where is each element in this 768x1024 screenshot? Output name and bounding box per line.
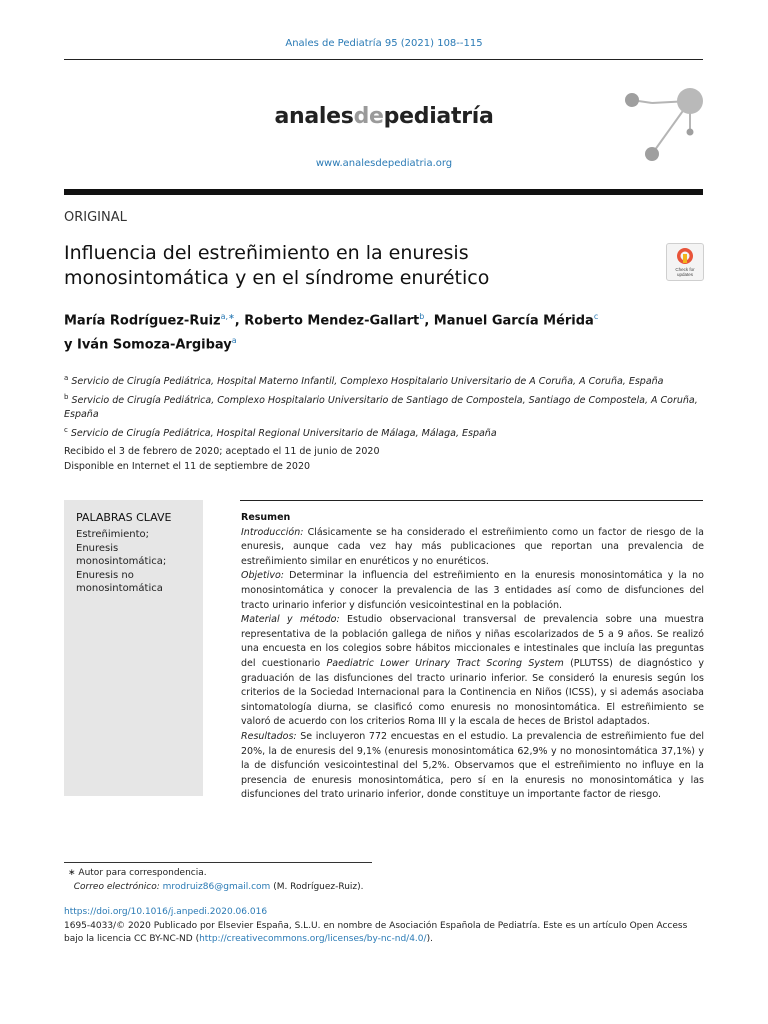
copyright-notice [64,920,704,946]
abstract-method-text: Estudio observacional transversal de prevalencia sobre una muestra representativa de la población gallega de niños y niñas escolarizados de 5 a 9 años. Se realizó una encuesta en los colegios sobre hábitos miccionales e intestinales que incluía las preguntas del cuestionario [241,614,705,669]
author-list [64,307,684,356]
abstract-introduction [241,526,704,570]
affiliation-text: Servicio de Cirugía Pediátrica, Hospital Materno Infantil, Complexo Hospitalario Universitario de A Coruña, A Coruña, España [71,376,664,388]
affiliation-item [64,390,704,423]
logo-text-anales: anales [274,104,354,129]
abstract-title: Resumen [241,512,291,523]
online-date: Disponible en Internet el 11 de septiembre de 2020 [64,460,311,472]
email-link[interactable]: mrodruiz86@gmail.com [162,881,271,892]
crossmark-label-1: Check for [675,267,695,272]
affiliation-item [64,423,704,442]
abstract-method [241,613,704,730]
corresponding-author-note [68,867,364,881]
abstract-objective [241,569,704,613]
author-affiliation-mark[interactable]: c [593,312,599,321]
author-name: Roberto Mendez-Gallart [244,313,420,329]
affiliation-mark: a [64,374,69,382]
author-affiliation-mark[interactable]: b [419,312,425,321]
abstract-divider [240,500,703,501]
abstract-results-label: Resultados: [241,730,297,742]
journal-reference[interactable]: Anales de Pediatría 95 (2021) 108--115 [285,38,483,49]
keyword-item: Enuresis no monosintomática [76,569,163,594]
corresponding-text: Autor para correspondencia. [78,868,207,878]
abstract-intro-text: Clásicamente se ha considerado el estreñimiento como un factor de riesgo de la enuresis, aunque cada vez hay más publicaciones que reportan una prevalencia de estreñimiento similar en enuréticos y no enuréticos. [241,526,704,567]
abstract-method-label: Material y método: [241,614,340,626]
author-affiliation-mark[interactable]: a,∗ [220,312,235,321]
article-dates [64,445,380,474]
affiliation-list [64,371,704,441]
author-affiliation-mark[interactable]: a [231,336,237,346]
abstract-results-text: Se incluyeron 772 encuestas en el estudio. La prevalencia de estreñimiento fue del 20%, la de enuresis del 9,1% (enuresis monosintomática 62,9% y no monosintomática 37,1%) y la de disfunción vesicointestinal del 5,2%. Observamos que el estreñimiento no influye en la presencia de enuresis monosintomática, pero sí en la enuresis no monosintomática y las disfunciones del trato urinario inferior, donde constituye un importante factor de riesgo. [241,730,704,801]
keyword-item: Estreñimiento; [76,529,150,540]
received-date: Recibido el 3 de febrero de 2020; aceptado el 11 de junio de 2020 [64,446,380,457]
email-line [68,881,364,895]
affiliation-mark: c [64,425,68,434]
footnote [68,867,364,894]
article-title: Influencia del estreñimiento en la enuresis monosintomática y en el síndrome enurético [64,242,490,289]
crossmark-label-2: updates [676,272,694,277]
abstract-intro-label: Introducción: [241,526,304,538]
check-for-updates-button[interactable] [666,243,704,281]
footnote-mark: ∗ [68,868,76,878]
author-separator: , [234,313,245,329]
author-name: y Iván Somoza-Argibay [64,337,232,353]
abstract-objective-text: Determinar la influencia del estreñimiento en la enuresis monosintomática y la no monosintomática y conocer la prevalencia de las 3 entidades así como de disfunciones del tracto urinario inferior y disfunción vesicointestinal en la población. [241,570,704,611]
keywords-list [76,528,196,596]
email-owner: (M. Rodríguez-Ruiz). [273,881,364,892]
affiliation-mark: b [64,392,69,401]
crossmark-icon [667,244,703,280]
affiliation-item [64,371,704,390]
author-separator: , [424,313,434,329]
copyright-close: ). [426,934,433,944]
keyword-item: Enuresis monosintomática; [76,542,167,567]
footnote-divider [64,862,372,863]
abstract-results [241,730,704,803]
author-name: Manuel García Mérida [433,313,594,329]
article-section: ORIGINAL [64,210,127,225]
email-label: Correo electrónico: [73,881,160,892]
keywords-title: PALABRAS CLAVE [76,511,172,524]
license-link[interactable]: http://creativecommons.org/licenses/by-nc-nd/4.0/ [199,934,427,944]
abstract [241,511,704,803]
copyright-text: 1695-4033/© 2020 Publicado por Elsevier España, S.L.U. en nombre de Asociación Española de Pediatría. Este es un artículo Open Access bajo la licencia CC BY-NC-ND ( [64,921,688,944]
abstract-objective-label: Objetivo: [241,570,284,582]
doi-link[interactable]: https://doi.org/10.1016/j.anpedi.2020.06.016 [64,907,268,917]
journal-website-link[interactable]: www.analesdepediatria.org [315,158,453,169]
abstract-method-italic: Paediatric Lower Urinary Tract Scoring System [326,657,564,669]
logo-text-pediatria: pediatría [383,104,494,129]
title-divider [64,189,703,195]
author-name: María Rodríguez-Ruiz [64,313,221,329]
logo-text-de: de [353,104,384,129]
affiliation-text: Servicio de Cirugía Pediátrica, Hospital Regional Universitario de Málaga, Málaga, España [70,427,497,439]
abstract-method-text-2: (PLUTSS) de diagnóstico y graduación de las disfunciones del tracto urinario inferior. Se consideró la enuresis según los criterios de la Sociedad Internacional para la Continencia en Niños (ICSS), y si además asociaba sintomatología diurna, se clasificó como enuresis no monosintomática. El estreñimiento se valoró de acuerdo con los criterios Roma III y la escala de heces de Bristol adaptados. [241,657,704,728]
header-divider [64,59,703,60]
affiliation-text: Servicio de Cirugía Pediátrica, Complexo Hospitalario Universitario de Santiago de Compostela, Santiago de Compostela, A Coruña, España [64,394,698,421]
